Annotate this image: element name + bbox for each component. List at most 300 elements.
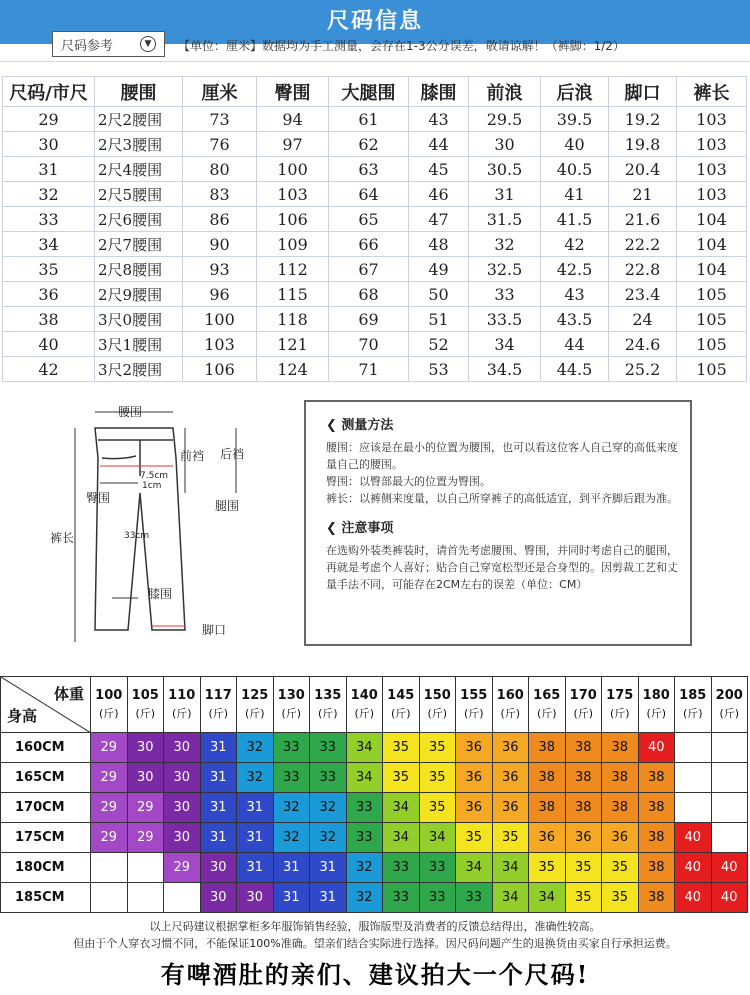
size-suggestion-cell: 40 bbox=[711, 853, 748, 883]
weight-header bbox=[529, 677, 566, 733]
size-suggestion-cell bbox=[91, 853, 128, 883]
weight-unit: (斤) bbox=[573, 706, 594, 720]
size-suggestion-cell: 35 bbox=[419, 793, 456, 823]
weight-value: 170 bbox=[569, 687, 597, 703]
size-cell: 40 bbox=[3, 332, 95, 357]
size-cell: 50 bbox=[409, 282, 469, 307]
size-suggestion-cell: 33 bbox=[273, 763, 310, 793]
size-cell: 41.5 bbox=[541, 207, 609, 232]
method-length: 裤长：以裤侧来度量，以自己所穿裤子的高低适宜，到平齐脚后跟为准。 bbox=[326, 492, 678, 505]
weight-header bbox=[638, 677, 675, 733]
size-col-header: 臀围 bbox=[257, 77, 329, 107]
weight-unit: (斤) bbox=[171, 706, 192, 720]
size-cell: 43 bbox=[541, 282, 609, 307]
size-suggestion-cell: 34 bbox=[492, 883, 529, 913]
label-waist: 腰围 bbox=[118, 405, 143, 419]
size-cell: 38 bbox=[3, 307, 95, 332]
size-suggestion-cell: 40 bbox=[675, 853, 712, 883]
size-cell: 3尺1腰围 bbox=[95, 332, 183, 357]
size-cell: 64 bbox=[329, 182, 409, 207]
size-suggestion-cell: 31 bbox=[273, 883, 310, 913]
height-row bbox=[1, 883, 748, 913]
size-suggestion-cell: 29 bbox=[164, 853, 201, 883]
size-suggestion-cell: 35 bbox=[565, 853, 602, 883]
size-cell: 67 bbox=[329, 257, 409, 282]
size-cell: 31.5 bbox=[469, 207, 541, 232]
size-row bbox=[3, 207, 747, 232]
size-cell: 61 bbox=[329, 107, 409, 132]
size-cell: 25.2 bbox=[609, 357, 677, 382]
size-suggestion-cell: 38 bbox=[602, 793, 639, 823]
label-thigh: 腿围 bbox=[215, 499, 240, 513]
weight-unit: (斤) bbox=[244, 706, 265, 720]
size-cell: 2尺8腰围 bbox=[95, 257, 183, 282]
size-col-header: 膝围 bbox=[409, 77, 469, 107]
weight-header bbox=[346, 677, 383, 733]
size-cell: 40.5 bbox=[541, 157, 609, 182]
size-suggestion-cell: 35 bbox=[529, 853, 566, 883]
size-cell: 96 bbox=[183, 282, 257, 307]
size-cell: 43.5 bbox=[541, 307, 609, 332]
weight-value: 100 bbox=[95, 687, 123, 703]
size-suggestion-cell: 34 bbox=[383, 823, 420, 853]
size-table bbox=[2, 76, 747, 382]
size-cell: 29.5 bbox=[469, 107, 541, 132]
size-col-header: 前浪 bbox=[469, 77, 541, 107]
size-suggestion-cell: 29 bbox=[91, 733, 128, 763]
size-cell: 42 bbox=[541, 232, 609, 257]
height-row bbox=[1, 733, 748, 763]
size-row bbox=[3, 107, 747, 132]
size-suggestion-cell: 30 bbox=[164, 823, 201, 853]
size-cell: 53 bbox=[409, 357, 469, 382]
label-front-rise: 前裆 bbox=[180, 449, 205, 463]
size-cell: 109 bbox=[257, 232, 329, 257]
size-cell: 2尺3腰围 bbox=[95, 132, 183, 157]
size-suggestion-cell: 36 bbox=[456, 733, 493, 763]
size-suggestion-cell: 38 bbox=[602, 763, 639, 793]
size-suggestion-cell: 30 bbox=[127, 733, 164, 763]
size-cell: 34 bbox=[469, 332, 541, 357]
header bbox=[0, 0, 750, 62]
size-suggestion-cell: 29 bbox=[91, 823, 128, 853]
size-suggestion-cell: 36 bbox=[456, 763, 493, 793]
size-row bbox=[3, 282, 747, 307]
size-suggestion-cell: 35 bbox=[419, 733, 456, 763]
size-cell: 103 bbox=[677, 182, 747, 207]
size-suggestion-cell: 33 bbox=[419, 853, 456, 883]
size-suggestion-cell: 31 bbox=[237, 823, 274, 853]
weight-header bbox=[200, 677, 237, 733]
weight-value: 105 bbox=[131, 687, 159, 703]
weight-header bbox=[164, 677, 201, 733]
size-suggestion-cell: 31 bbox=[200, 793, 237, 823]
size-col-header: 后浪 bbox=[541, 77, 609, 107]
size-cell: 105 bbox=[677, 307, 747, 332]
size-cell: 90 bbox=[183, 232, 257, 257]
size-suggestion-cell: 32 bbox=[310, 823, 347, 853]
weight-value: 155 bbox=[460, 687, 488, 703]
size-cell: 100 bbox=[183, 307, 257, 332]
size-suggestion-cell: 38 bbox=[638, 763, 675, 793]
size-suggestion-cell: 38 bbox=[565, 763, 602, 793]
weight-value: 180 bbox=[642, 687, 670, 703]
size-suggestion-cell: 31 bbox=[200, 733, 237, 763]
weight-header bbox=[383, 677, 420, 733]
size-suggestion-cell: 38 bbox=[638, 883, 675, 913]
weight-unit: (斤) bbox=[354, 706, 375, 720]
size-suggestion-cell: 33 bbox=[346, 823, 383, 853]
measurement-method-box bbox=[304, 400, 692, 646]
label-back-rise: 后裆 bbox=[220, 447, 245, 461]
size-cell: 24.6 bbox=[609, 332, 677, 357]
size-cell: 2尺4腰围 bbox=[95, 157, 183, 182]
weight-value: 135 bbox=[314, 687, 342, 703]
size-cell: 112 bbox=[257, 257, 329, 282]
size-suggestion-cell: 34 bbox=[529, 883, 566, 913]
size-suggestion-cell bbox=[711, 733, 748, 763]
size-cell: 44 bbox=[541, 332, 609, 357]
size-suggestion-cell: 32 bbox=[310, 793, 347, 823]
size-cell: 43 bbox=[409, 107, 469, 132]
weight-header bbox=[310, 677, 347, 733]
weight-value: 140 bbox=[350, 687, 378, 703]
unit-note: 【单位：厘米】数据均为手工测量，会存在1-3公分误差，敬请谅解！（裤脚：1/2） bbox=[178, 39, 625, 53]
size-suggestion-cell: 32 bbox=[273, 823, 310, 853]
weight-value: 150 bbox=[423, 687, 451, 703]
size-cell: 93 bbox=[183, 257, 257, 282]
size-cell: 103 bbox=[677, 157, 747, 182]
weight-unit: (斤) bbox=[500, 706, 521, 720]
size-cell: 30 bbox=[3, 132, 95, 157]
size-cell: 104 bbox=[677, 207, 747, 232]
size-reference-label: 尺码参考 bbox=[61, 38, 114, 54]
size-col-header: 厘米 bbox=[183, 77, 257, 107]
weight-header bbox=[456, 677, 493, 733]
size-suggestion-cell: 36 bbox=[529, 823, 566, 853]
height-row bbox=[1, 793, 748, 823]
size-suggestion-cell: 35 bbox=[602, 853, 639, 883]
method-hip: 臀围：以臀部最大的位置为臀围。 bbox=[326, 475, 491, 488]
weight-header bbox=[492, 677, 529, 733]
page-title: 尺码信息 bbox=[326, 9, 423, 34]
size-cell: 30 bbox=[469, 132, 541, 157]
height-cell: 180CM bbox=[1, 853, 91, 883]
weight-header bbox=[419, 677, 456, 733]
size-row bbox=[3, 357, 747, 382]
label-m2: 1cm bbox=[142, 481, 162, 491]
size-cell: 24 bbox=[609, 307, 677, 332]
size-suggestion-cell: 31 bbox=[200, 823, 237, 853]
weight-unit: (斤) bbox=[646, 706, 667, 720]
weight-unit: (斤) bbox=[682, 706, 703, 720]
weight-value: 185 bbox=[679, 687, 707, 703]
size-cell: 45 bbox=[409, 157, 469, 182]
size-cell: 3尺2腰围 bbox=[95, 357, 183, 382]
height-row bbox=[1, 823, 748, 853]
size-suggestion-cell: 36 bbox=[492, 763, 529, 793]
size-suggestion-cell bbox=[127, 853, 164, 883]
size-cell: 44.5 bbox=[541, 357, 609, 382]
size-suggestion-cell: 38 bbox=[638, 853, 675, 883]
size-suggestion-cell: 30 bbox=[237, 883, 274, 913]
size-suggestion-cell: 36 bbox=[492, 793, 529, 823]
size-suggestion-cell: 31 bbox=[237, 853, 274, 883]
size-cell: 3尺0腰围 bbox=[95, 307, 183, 332]
weight-unit: (斤) bbox=[463, 706, 484, 720]
weight-value: 130 bbox=[277, 687, 305, 703]
size-cell: 106 bbox=[257, 207, 329, 232]
weight-unit: (斤) bbox=[98, 706, 119, 720]
size-cell: 83 bbox=[183, 182, 257, 207]
size-cell: 2尺7腰围 bbox=[95, 232, 183, 257]
size-suggestion-cell: 38 bbox=[529, 793, 566, 823]
size-suggestion-cell: 31 bbox=[310, 853, 347, 883]
size-suggestion-cell bbox=[711, 793, 748, 823]
size-row bbox=[3, 332, 747, 357]
size-suggestion-cell: 38 bbox=[638, 823, 675, 853]
size-suggestion-cell bbox=[675, 763, 712, 793]
size-col-header: 大腿围 bbox=[329, 77, 409, 107]
pants-diagram bbox=[40, 398, 265, 650]
size-cell: 44 bbox=[409, 132, 469, 157]
size-suggestion-cell: 40 bbox=[711, 883, 748, 913]
corner-cell bbox=[1, 677, 91, 733]
size-cell: 103 bbox=[677, 132, 747, 157]
label-length: 裤长 bbox=[50, 531, 75, 545]
size-cell: 103 bbox=[677, 107, 747, 132]
weight-height-chart bbox=[0, 676, 750, 912]
size-cell: 21.6 bbox=[609, 207, 677, 232]
size-suggestion-cell: 33 bbox=[419, 883, 456, 913]
size-cell: 32 bbox=[469, 232, 541, 257]
size-cell: 21 bbox=[609, 182, 677, 207]
size-suggestion-cell: 35 bbox=[602, 883, 639, 913]
size-cell: 71 bbox=[329, 357, 409, 382]
size-suggestion-cell: 31 bbox=[237, 793, 274, 823]
size-cell: 103 bbox=[257, 182, 329, 207]
size-row bbox=[3, 132, 747, 157]
label-m1: 7.5cm bbox=[140, 471, 169, 481]
size-cell: 105 bbox=[677, 332, 747, 357]
height-cell: 170CM bbox=[1, 793, 91, 823]
size-cell: 33 bbox=[469, 282, 541, 307]
size-suggestion-cell: 29 bbox=[127, 793, 164, 823]
size-suggestion-cell: 32 bbox=[346, 853, 383, 883]
size-suggestion-cell: 32 bbox=[237, 733, 274, 763]
weight-header bbox=[565, 677, 602, 733]
weight-header bbox=[602, 677, 639, 733]
height-label: 身高 bbox=[7, 707, 38, 725]
weight-value: 145 bbox=[387, 687, 415, 703]
size-cell: 2尺9腰围 bbox=[95, 282, 183, 307]
size-suggestion-cell: 40 bbox=[638, 733, 675, 763]
size-suggestion-cell: 38 bbox=[638, 793, 675, 823]
label-knee: 膝围 bbox=[148, 587, 173, 601]
size-col-header: 腰围 bbox=[95, 77, 183, 107]
label-hip: 臀围 bbox=[86, 491, 111, 505]
size-suggestion-cell: 29 bbox=[91, 763, 128, 793]
height-row bbox=[1, 763, 748, 793]
size-suggestion-cell bbox=[127, 883, 164, 913]
size-suggestion-cell bbox=[711, 823, 748, 853]
weight-label: 体重 bbox=[53, 685, 84, 703]
weight-value: 200 bbox=[715, 687, 743, 703]
notes-title: ❮ 注意事项 bbox=[326, 521, 394, 536]
size-suggestion-cell: 33 bbox=[310, 733, 347, 763]
size-table-body bbox=[3, 107, 747, 382]
weight-unit: (斤) bbox=[208, 706, 229, 720]
size-suggestion-cell: 38 bbox=[565, 793, 602, 823]
size-cell: 94 bbox=[257, 107, 329, 132]
size-suggestion-cell: 36 bbox=[492, 733, 529, 763]
size-reference-tag[interactable] bbox=[52, 31, 165, 57]
size-cell: 2尺5腰围 bbox=[95, 182, 183, 207]
size-cell: 103 bbox=[183, 332, 257, 357]
size-suggestion-cell: 30 bbox=[200, 853, 237, 883]
height-cell: 175CM bbox=[1, 823, 91, 853]
weight-value: 160 bbox=[496, 687, 524, 703]
size-cell: 22.2 bbox=[609, 232, 677, 257]
size-suggestion-cell bbox=[675, 793, 712, 823]
size-row bbox=[3, 257, 747, 282]
size-suggestion-cell: 35 bbox=[456, 823, 493, 853]
weight-unit: (斤) bbox=[427, 706, 448, 720]
size-cell: 63 bbox=[329, 157, 409, 182]
size-cell: 31 bbox=[3, 157, 95, 182]
size-cell: 40 bbox=[541, 132, 609, 157]
size-col-header: 脚口 bbox=[609, 77, 677, 107]
weight-value: 110 bbox=[168, 687, 196, 703]
size-cell: 48 bbox=[409, 232, 469, 257]
size-cell: 34.5 bbox=[469, 357, 541, 382]
size-suggestion-cell: 40 bbox=[675, 883, 712, 913]
size-cell: 100 bbox=[257, 157, 329, 182]
weight-header bbox=[711, 677, 748, 733]
size-suggestion-cell: 31 bbox=[310, 883, 347, 913]
weight-header bbox=[273, 677, 310, 733]
size-suggestion-cell: 34 bbox=[346, 733, 383, 763]
size-suggestion-cell: 35 bbox=[419, 763, 456, 793]
size-cell: 19.2 bbox=[609, 107, 677, 132]
size-suggestion-cell: 29 bbox=[127, 823, 164, 853]
size-suggestion-cell bbox=[675, 733, 712, 763]
size-suggestion-cell: 38 bbox=[602, 733, 639, 763]
size-cell: 121 bbox=[257, 332, 329, 357]
size-cell: 34 bbox=[3, 232, 95, 257]
size-row bbox=[3, 307, 747, 332]
size-cell: 29 bbox=[3, 107, 95, 132]
size-suggestion-cell: 33 bbox=[456, 883, 493, 913]
size-cell: 118 bbox=[257, 307, 329, 332]
size-cell: 105 bbox=[677, 357, 747, 382]
size-cell: 46 bbox=[409, 182, 469, 207]
size-cell: 33.5 bbox=[469, 307, 541, 332]
size-suggestion-cell: 35 bbox=[492, 823, 529, 853]
size-suggestion-cell: 38 bbox=[529, 763, 566, 793]
size-cell: 115 bbox=[257, 282, 329, 307]
size-cell: 66 bbox=[329, 232, 409, 257]
size-suggestion-cell: 31 bbox=[200, 763, 237, 793]
size-suggestion-cell: 34 bbox=[419, 823, 456, 853]
height-row bbox=[1, 853, 748, 883]
size-suggestion-cell: 35 bbox=[565, 883, 602, 913]
size-cell: 20.4 bbox=[609, 157, 677, 182]
size-suggestion-cell: 29 bbox=[91, 793, 128, 823]
label-hem: 脚口 bbox=[202, 623, 227, 637]
size-cell: 105 bbox=[677, 282, 747, 307]
size-cell: 49 bbox=[409, 257, 469, 282]
size-suggestion-cell: 35 bbox=[383, 763, 420, 793]
height-cell: 160CM bbox=[1, 733, 91, 763]
weight-header bbox=[91, 677, 128, 733]
size-suggestion-cell: 33 bbox=[346, 793, 383, 823]
size-cell: 19.8 bbox=[609, 132, 677, 157]
weight-unit: (斤) bbox=[719, 706, 740, 720]
weight-unit: (斤) bbox=[390, 706, 411, 720]
size-row bbox=[3, 157, 747, 182]
size-col-header: 尺码/市尺 bbox=[3, 77, 95, 107]
weight-unit: (斤) bbox=[135, 706, 156, 720]
footer-note-2: 但由于个人穿衣习惯不同，不能保证100%准确。望亲们结合实际进行选择。因尺码问题产生的退换货由买家自行承担运费。 bbox=[73, 937, 677, 950]
size-cell: 41 bbox=[541, 182, 609, 207]
size-cell: 73 bbox=[183, 107, 257, 132]
weight-height-grid bbox=[0, 676, 748, 913]
size-cell: 70 bbox=[329, 332, 409, 357]
size-suggestion-cell: 34 bbox=[383, 793, 420, 823]
size-cell: 65 bbox=[329, 207, 409, 232]
chevron-down-icon: ▼ bbox=[140, 36, 156, 52]
size-suggestion-cell: 36 bbox=[456, 793, 493, 823]
size-cell: 47 bbox=[409, 207, 469, 232]
size-cell: 80 bbox=[183, 157, 257, 182]
size-cell: 52 bbox=[409, 332, 469, 357]
size-cell: 31 bbox=[469, 182, 541, 207]
size-cell: 32 bbox=[3, 182, 95, 207]
footer-note-1: 以上尺码建议根据掌柜多年服饰销售经验，服饰版型及消费者的反馈总结得出，准确性较高。 bbox=[149, 920, 601, 933]
size-cell: 23.4 bbox=[609, 282, 677, 307]
divider bbox=[0, 61, 750, 62]
size-suggestion-cell: 36 bbox=[565, 823, 602, 853]
size-suggestion-cell: 33 bbox=[383, 883, 420, 913]
size-col-header: 裤长 bbox=[677, 77, 747, 107]
size-cell: 33 bbox=[3, 207, 95, 232]
method-waist: 腰围：应该是在最小的位置为腰围，也可以看这位客人自己穿的高低来度量自己的腰围。 bbox=[326, 441, 678, 471]
size-suggestion-cell: 30 bbox=[164, 793, 201, 823]
height-cell: 185CM bbox=[1, 883, 91, 913]
size-cell: 51 bbox=[409, 307, 469, 332]
size-cell: 68 bbox=[329, 282, 409, 307]
size-suggestion-cell: 33 bbox=[310, 763, 347, 793]
size-cell: 32.5 bbox=[469, 257, 541, 282]
weight-header bbox=[237, 677, 274, 733]
size-cell: 35 bbox=[3, 257, 95, 282]
size-cell: 30.5 bbox=[469, 157, 541, 182]
size-suggestion-cell bbox=[711, 763, 748, 793]
weight-value: 175 bbox=[606, 687, 634, 703]
size-suggestion-cell: 35 bbox=[383, 733, 420, 763]
label-m3: 33cm bbox=[124, 531, 150, 541]
weight-unit: (斤) bbox=[317, 706, 338, 720]
size-cell: 104 bbox=[677, 232, 747, 257]
size-cell: 124 bbox=[257, 357, 329, 382]
size-suggestion-cell: 38 bbox=[529, 733, 566, 763]
size-suggestion-cell: 34 bbox=[346, 763, 383, 793]
size-suggestion-cell: 32 bbox=[273, 793, 310, 823]
slogan: 有啤酒肚的亲们、建议拍大一个尺码! bbox=[160, 960, 590, 989]
size-suggestion-cell: 31 bbox=[273, 853, 310, 883]
weight-header-row bbox=[1, 677, 748, 733]
